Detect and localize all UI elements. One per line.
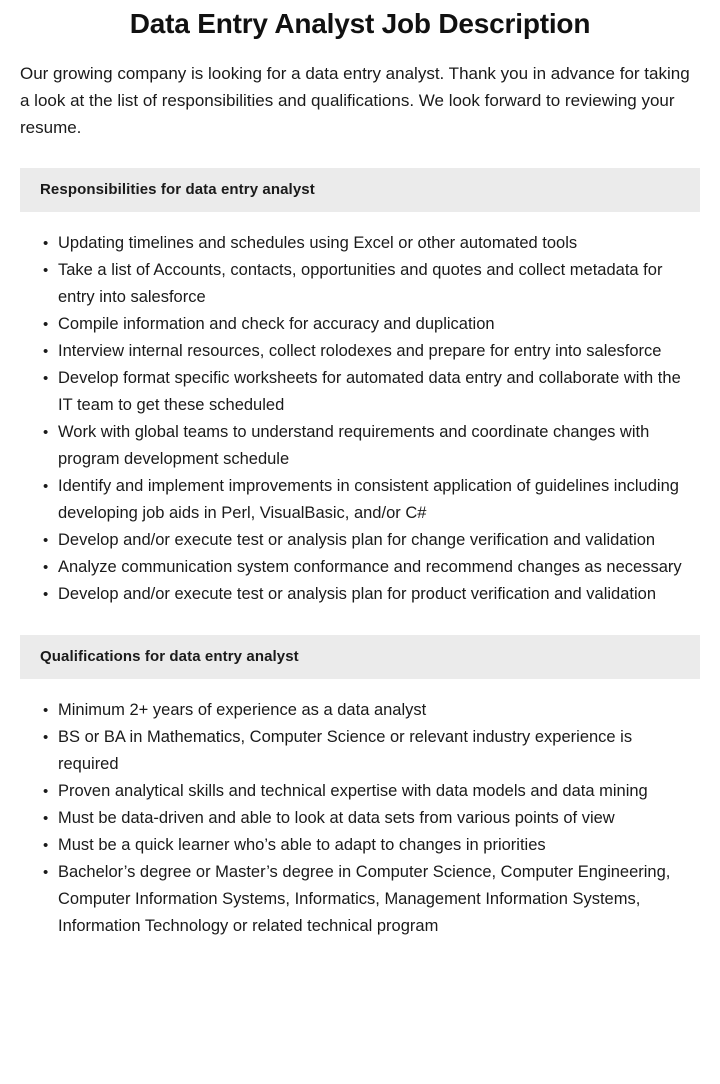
section-header-responsibilities [20, 168, 700, 212]
section-qualifications [0, 635, 720, 940]
list-item: • Work with global teams to understand requirements and coordinate changes with program development schedule [43, 419, 690, 473]
intro-paragraph: Our growing company is looking for a data entry analyst. Thank you in advance for taking a look at the list of responsibilities and qualifications. We look forward to reviewing your resume. [20, 64, 690, 137]
responsibilities-list [0, 212, 720, 608]
qualifications-list [0, 679, 720, 940]
list-item: • Compile information and check for accuracy and duplication [43, 311, 690, 338]
section-header-qualifications [20, 635, 700, 679]
list-item: • Develop and/or execute test or analysis plan for change verification and validation [43, 527, 690, 554]
list-item: • Identify and implement improvements in consistent application of guidelines including developing job aids in Perl, VisualBasic, and/or C# [43, 473, 690, 527]
list-item: • Interview internal resources, collect rolodexes and prepare for entry into salesforce [43, 338, 690, 365]
list-item: • Develop and/or execute test or analysis plan for product verification and validation [43, 581, 690, 608]
list-item: • Minimum 2+ years of experience as a data analyst [43, 697, 690, 724]
page-title: Data Entry Analyst Job Description [129, 8, 591, 39]
list-item: • Must be data-driven and able to look at data sets from various points of view [43, 805, 690, 832]
section-heading-label: Qualifications for data entry analyst [40, 648, 299, 665]
list-item: • Updating timelines and schedules using Excel or other automated tools [43, 230, 690, 257]
list-item: • BS or BA in Mathematics, Computer Science or relevant industry experience is required [43, 724, 690, 778]
section-responsibilities [0, 168, 720, 608]
list-item: • Analyze communication system conformance and recommend changes as necessary [43, 554, 690, 581]
list-item: • Take a list of Accounts, contacts, opportunities and quotes and collect metadata for entry into salesforce [43, 257, 690, 311]
list-item: • Must be a quick learner who’s able to adapt to changes in priorities [43, 832, 690, 859]
list-item: • Bachelor’s degree or Master’s degree in Computer Science, Computer Engineering, Computer Information Systems, Informatics, Management Information Systems, Information Technology or related technical program [43, 859, 690, 940]
list-item: • Proven analytical skills and technical expertise with data models and data mining [43, 778, 690, 805]
list-item: • Develop format specific worksheets for automated data entry and collaborate with the IT team to get these scheduled [43, 365, 690, 419]
section-heading-label: Responsibilities for data entry analyst [40, 181, 315, 198]
